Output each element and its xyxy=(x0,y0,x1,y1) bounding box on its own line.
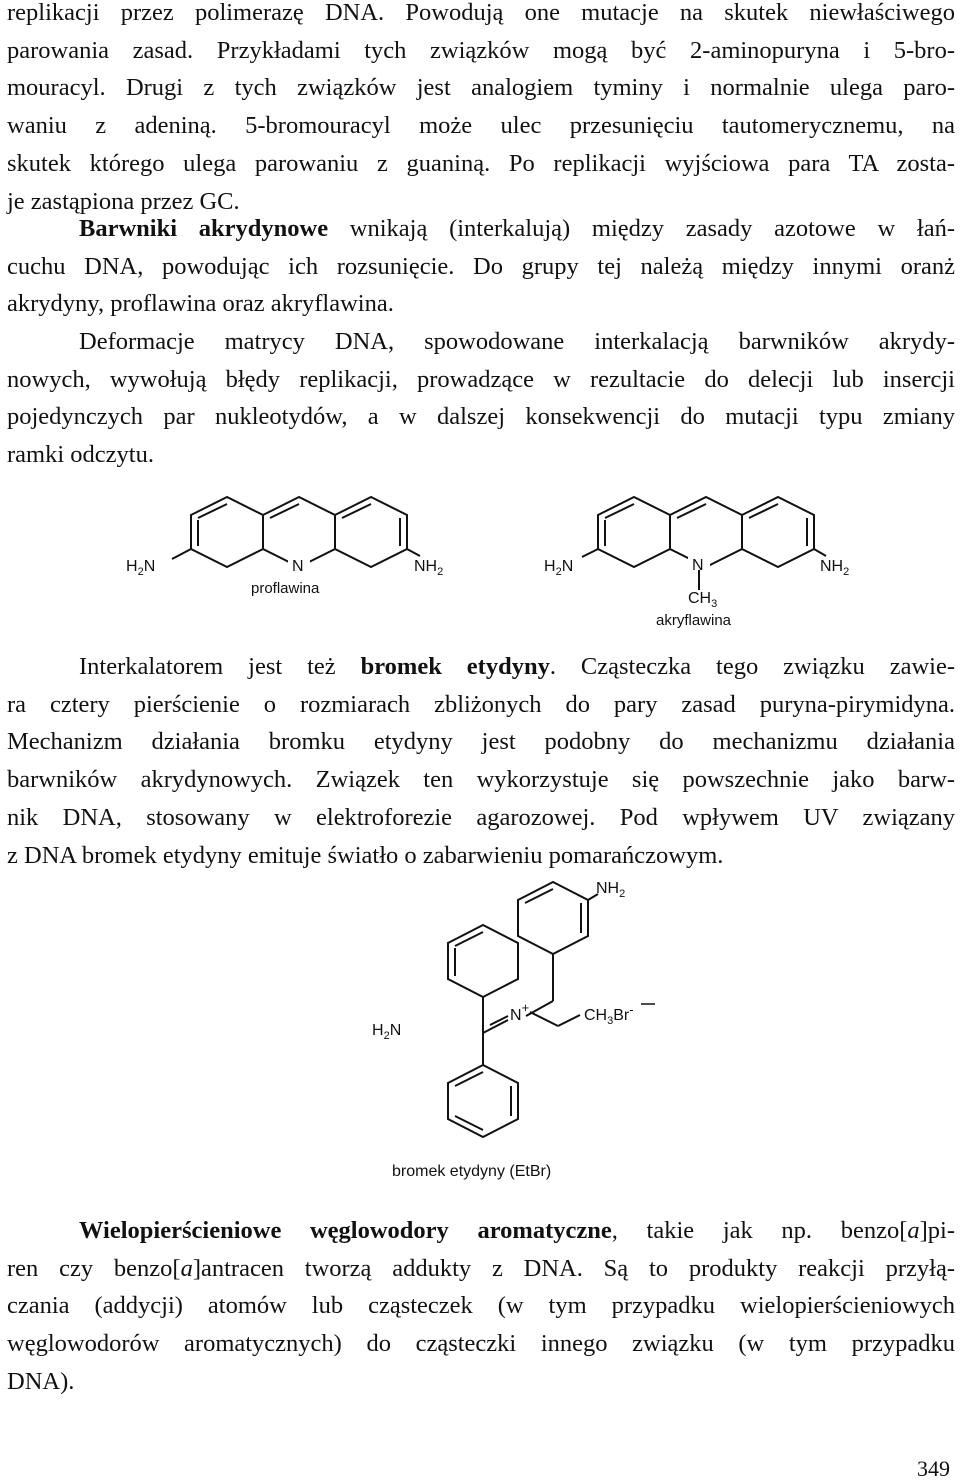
text-line: Interkalatorem jest też bromek etydyny. Cząsteczka tego związku zawie- xyxy=(79,653,955,680)
bold-term: bromek etydyny xyxy=(360,653,550,680)
etbr-ring-left xyxy=(448,925,518,997)
text-line: replikacji przez polimerazę DNA. Powodują one mutacje na skutek niewłaściwego xyxy=(7,0,955,26)
proflawina-right-amine: $NH_2$ xyxy=(414,558,444,578)
akryflawina-left-amine: $H_2N$ xyxy=(544,558,574,578)
akryflawina-methyl: $CH_3$ xyxy=(688,590,718,610)
text-line: Wielopierścieniowe węglowodory aromatyczne, takie jak np. benzo[a]pi- xyxy=(79,1217,955,1244)
text-line: ra cztery pierścienie o rozmiarach zbliżonych do pary zasad puryna-pirymidyna. xyxy=(7,690,955,718)
page-number: 349 xyxy=(917,1456,950,1481)
proflawina-left-amine: $H_2N$ xyxy=(126,558,156,578)
etbr-ethyl-counterion: $CH_3Br^-$ xyxy=(584,1002,634,1027)
text-line: barwników akrydynowych. Związek ten wykorzystuje się powszechnie jako barw- xyxy=(7,766,955,794)
text-line: z DNA bromek etydyny emituje światło o zabarwieniu pomarańczowym. xyxy=(7,841,724,869)
etbr-ring-nitrogen: N+ xyxy=(510,1000,530,1024)
text-line: parowania zasad. Przykładami tych związków mogą być 2-aminopuryna i 5-bro- xyxy=(7,36,955,64)
etbr-left-amine: $H_2N$ xyxy=(372,1022,402,1042)
akryflawina-ring-nitrogen: N xyxy=(692,557,704,574)
etbr-top-amine: $NH_2$ xyxy=(596,880,626,900)
bold-term: Wielopierścieniowe węglowodory aromatyczne xyxy=(79,1217,612,1244)
text-line: Barwniki akrydynowe wnikają (interkalują) między zasady azotowe w łań- xyxy=(79,215,955,242)
text-line: Mechanizm działania bromku etydyny jest podobny do mechanizmu działania xyxy=(7,728,955,756)
etbr-ring-phenyl xyxy=(448,1065,518,1137)
text-line: nowych, wywołują błędy replikacji, prowadzące w rezultacie do delecji lub insercji xyxy=(7,365,955,393)
text-line: ren czy benzo[a]antracen tworzą addukty z DNA. Są to produkty reakcji przyłą- xyxy=(7,1254,955,1282)
text-line: cuchu DNA, powodując ich rozsunięcie. Do grupy tej należą między innymi oranż xyxy=(7,252,955,280)
text-line: Deformacje matrycy DNA, spowodowane interkalacją barwników akrydy- xyxy=(79,328,955,355)
text-line: skutek którego ulega parowaniu z guaniną. Po replikacji wyjściowa para TA zosta- xyxy=(7,149,955,177)
proflawina-caption: proflawina xyxy=(251,580,320,597)
akryflawina-right-amine: $NH_2$ xyxy=(820,558,850,578)
text-line: DNA). xyxy=(7,1367,75,1395)
paragraph-pah xyxy=(7,1212,955,1401)
etbr-ring-top xyxy=(518,882,588,954)
etbr-caption: bromek etydyny (EtBr) xyxy=(392,1163,552,1180)
text-line: czania (addycji) atomów lub cząsteczek (w tym przypadku wielopierścieniowych xyxy=(7,1292,955,1320)
text-line: akrydyny, proflawina oraz akryflawina. xyxy=(7,290,394,318)
text-line: pojedynczych par nukleotydów, a w dalszej konsekwencji do mutacji typu zmiany xyxy=(7,403,955,431)
text-line: nik DNA, stosowany w elektroforezie agarozowej. Pod wpływem UV związany xyxy=(7,803,955,831)
text-line: węglowodorów aromatycznych) do cząsteczki innego związku (w tym przypadku xyxy=(7,1330,955,1358)
text-line: waniu z adeniną. 5-bromouracyl może ulec przesunięciu tautomerycznemu, na xyxy=(7,112,955,140)
text-line: je zastąpiona przez GC. xyxy=(7,187,240,215)
proflawina-ring-nitrogen: N xyxy=(292,558,304,575)
text-line: mouracyl. Drugi z tych związków jest analogiem tyminy i normalnie ulega paro- xyxy=(7,74,955,102)
text-line: ramki odczytu. xyxy=(7,441,154,469)
akryflawina-caption: akryflawina xyxy=(656,612,732,629)
bold-term: Barwniki akrydynowe xyxy=(79,215,329,242)
